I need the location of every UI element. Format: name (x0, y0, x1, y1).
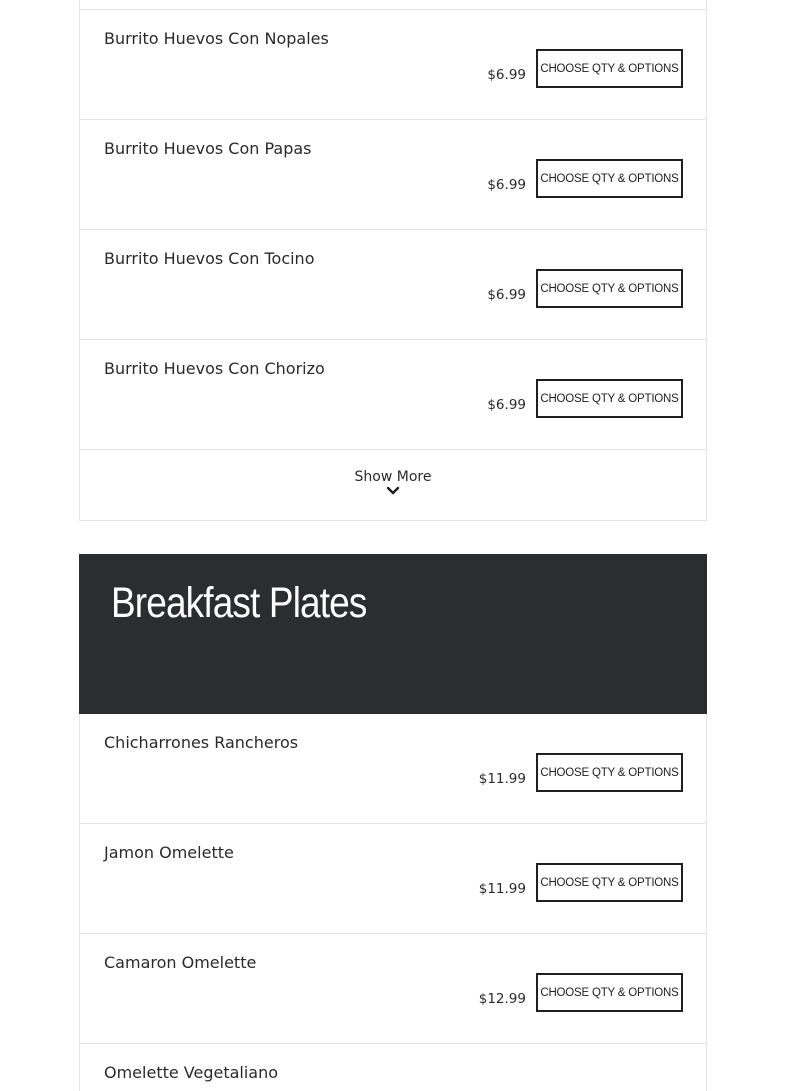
show-more-label: Show More (354, 469, 432, 485)
menu-item (80, 823, 706, 933)
choose-qty-options-button[interactable]: CHOOSE QTY & OPTIONS (536, 49, 683, 88)
menu-item (80, 1043, 706, 1091)
menu-item (80, 9, 706, 119)
menu-item-name: Chicharrones Rancheros (104, 733, 299, 752)
menu-item-price: $12.99 (478, 991, 526, 1007)
menu-item-price: $11.99 (478, 881, 526, 897)
section-header-breakfast-plates (79, 554, 707, 714)
menu-item-price: $6.99 (487, 397, 526, 413)
menu-item (80, 119, 706, 229)
menu-item-name: Burrito Huevos Con Nopales (104, 29, 329, 48)
menu-item (80, 933, 706, 1043)
menu-item (80, 229, 706, 339)
menu-item-price: $11.99 (478, 771, 526, 787)
choose-qty-options-button[interactable]: CHOOSE QTY & OPTIONS (536, 863, 683, 902)
menu-item-price: $6.99 (487, 287, 526, 303)
choose-qty-options-button[interactable]: CHOOSE QTY & OPTIONS (536, 753, 683, 792)
menu-item-price: $6.99 (487, 67, 526, 83)
show-more-button[interactable] (80, 449, 706, 520)
menu-card-breakfast-plates (79, 714, 707, 1091)
menu-item-price: $6.99 (487, 177, 526, 193)
menu-item-name: Omelette Vegetaliano (104, 1063, 279, 1082)
choose-qty-options-button[interactable]: CHOOSE QTY & OPTIONS (536, 973, 683, 1012)
menu-card-upper (79, 0, 707, 521)
menu-item (80, 339, 706, 449)
choose-qty-options-button[interactable]: CHOOSE QTY & OPTIONS (536, 159, 683, 198)
menu-item-name: Burrito Huevos Con Papas (104, 139, 312, 158)
menu-item-name: Camaron Omelette (104, 953, 257, 972)
choose-qty-options-button[interactable]: CHOOSE QTY & OPTIONS (536, 269, 683, 308)
choose-qty-options-button[interactable]: CHOOSE QTY & OPTIONS (536, 379, 683, 418)
menu-item-name: Jamon Omelette (104, 843, 234, 862)
menu-item-name: Burrito Huevos Con Tocino (104, 249, 315, 268)
menu-item (80, 714, 706, 823)
menu-item-name: Burrito Huevos Con Chorizo (104, 359, 325, 378)
section-title: Breakfast Plates (111, 579, 367, 627)
chevron-down-icon (386, 486, 400, 496)
